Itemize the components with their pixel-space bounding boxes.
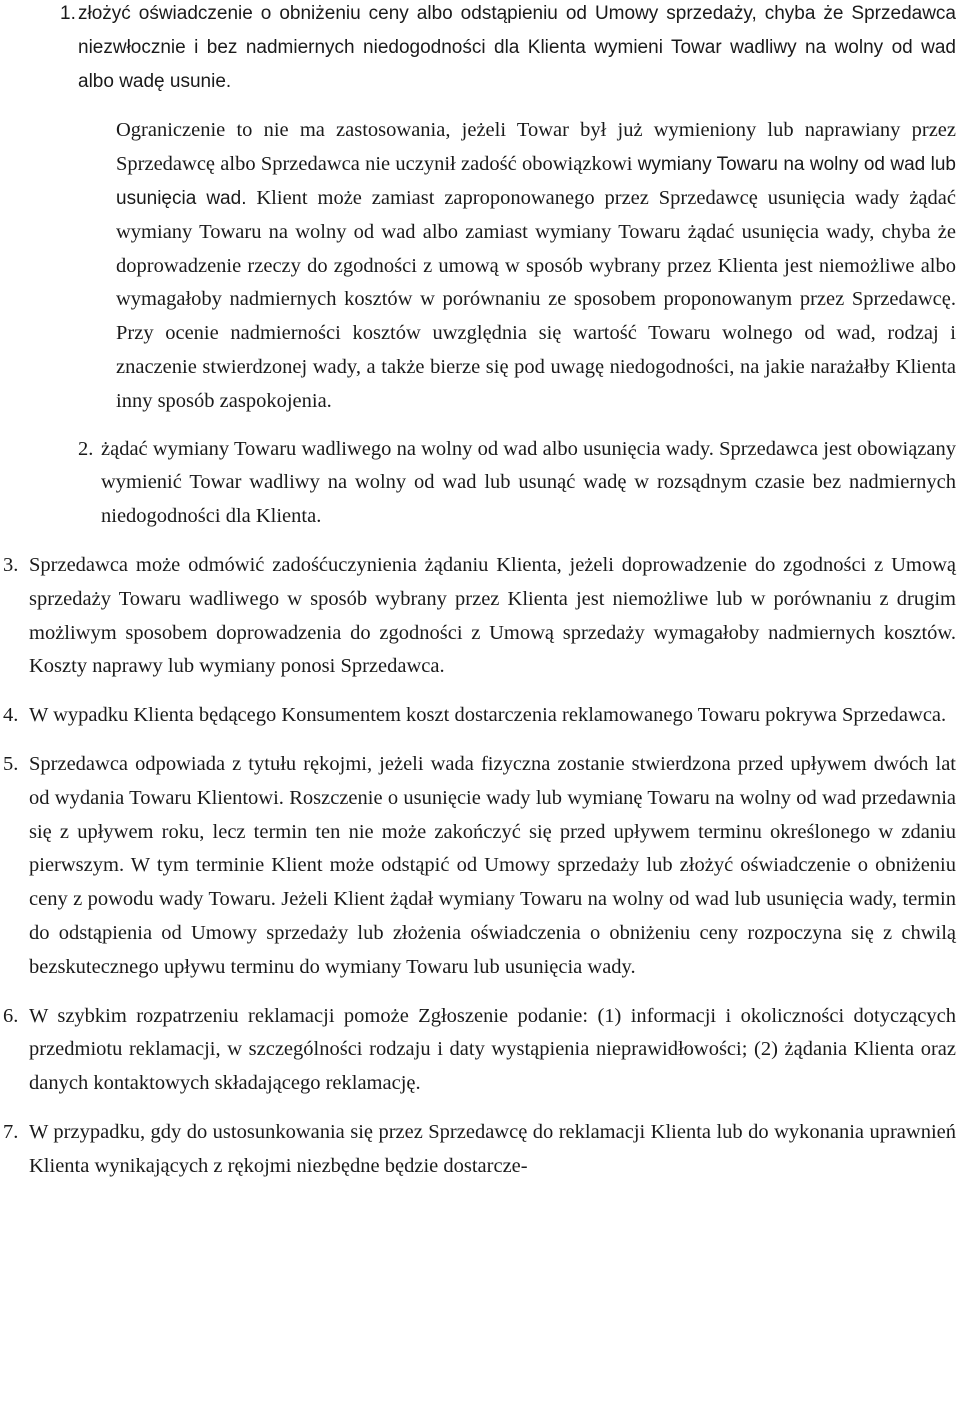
section-text: Sprzedawca może odmówić zadośćuczynienia żądaniu Klienta, jeżeli doprowadzenie do zgodności z Umową sprzedaży Towaru wadliwego w sposób wybrany przez Klienta jest niemożliwe lub w porównaniu z drugim możliwym sposobem doprowadzenia do zgodności z Umową sprzedaży wymagałoby nadmiernych kosztów. Koszty naprawy lub wymiany ponosi Sprzedawca. (29, 553, 956, 678)
section-text: W wypadku Klienta będącego Konsumentem koszt dostarczenia reklamowanego Towaru pokrywa Sprzedawca. (29, 704, 947, 727)
paragraph-text-part-3: Klient może zamiast zaproponowanego przez Sprzedawcę usunięcia wady żądać wymiany Towaru na wolny od wad albo zamiast wymiany Towaru żądać usunięcia wady, chyba że doprowadzenie rzeczy do zgodności z umową w sposób wybrany przez Klienta jest niemożliwe albo wymagałoby nadmiernych kosztów w porównaniu ze sposobem proponowanym przez Sprzedawcę. Przy ocenie nadmierności kosztów uwzględnia się wartość Towaru wolnego od wad, rodzaj i znaczenie stwierdzonej wady, a także bierze się pod uwagę niedogodności, na jakie narażałby Klienta inny sposób zaspokojenia. (116, 186, 956, 412)
section-number: 3. (3, 553, 19, 576)
paragraph-text-part-2: wymiany Towaru na wolny od wad lub usunięcia wad. (116, 154, 956, 209)
section-6 (0, 1000, 956, 1101)
restriction-paragraph (0, 114, 956, 418)
list-item-number: 2. (78, 437, 94, 460)
section-7 (0, 1116, 956, 1184)
list-item-2 (0, 433, 956, 534)
section-text: W szybkim rozpatrzeniu reklamacji pomoże Zgłoszenie podanie: (1) informacji i okoliczności dotyczących przedmiotu reklamacji, w szczególności rodzaju i daty wystąpienia nieprawidłowości; (2) żądania Klienta oraz danych kontaktowych składającego reklamację. (29, 1004, 956, 1095)
list-item-number: 1. (60, 3, 76, 24)
section-number: 6. (3, 1004, 19, 1027)
section-text: Sprzedawca odpowiada z tytułu rękojmi, jeżeli wada fizyczna zostanie stwierdzona przed upływem dwóch lat od wydania Towaru Klientowi. Roszczenie o usunięcie wady lub wymianę Towaru na wolny od wad przedawnia się z upływem roku, lecz termin ten nie może zakończyć się przed upływem terminu określonego w zdaniu pierwszym. W tym terminie Klient może odstąpić od Umowy sprzedaży lub złożyć oświadczenie o obniżeniu ceny z powodu wady Towaru. Jeżeli Klient żądał wymiany Towaru na wolny od wad lub usunięcia wady, termin do odstąpienia od Umowy sprzedaży lub złożenia oświadczenia o obniżeniu ceny rozpoczyna się z chwilą bezskutecznego upływu terminu do wymiany Towaru lub usunięcia wady. (29, 752, 956, 978)
section-5 (0, 748, 956, 985)
section-number: 5. (3, 752, 19, 775)
paragraph-text-part-1: Ograniczenie to nie ma zastosowania, jeżeli Towar był już wymieniony lub naprawiany przez Sprzedawcę albo Sprzedawca nie uczynił zadość obowiązkowi (116, 119, 956, 176)
list-item-text: złożyć oświadczenie o obniżeniu ceny albo odstąpieniu od Umowy sprzedaży, chyba że Sprzedawca niezwłocznie i bez nadmiernych niedogodności dla Klienta wymieni Towar wadliwy na wolny od wad albo wadę usunie. (78, 3, 956, 92)
section-number: 4. (3, 704, 19, 727)
section-number: 7. (3, 1120, 19, 1143)
section-text: W przypadku, gdy do ustosunkowania się przez Sprzedawcę do reklamacji Klienta lub do wykonania uprawnień Klienta wynikających z rękojmi niezbędne będzie dostarcze- (29, 1120, 956, 1177)
list-item-1 (0, 0, 956, 98)
section-3 (0, 549, 956, 684)
section-4 (0, 699, 956, 733)
list-item-text: żądać wymiany Towaru wadliwego na wolny od wad albo usunięcia wady. Sprzedawca jest obowiązany wymienić Towar wadliwy na wolny od wad lub usunąć wadę w rozsądnym czasie bez nadmiernych niedogodności dla Klienta. (101, 437, 956, 528)
